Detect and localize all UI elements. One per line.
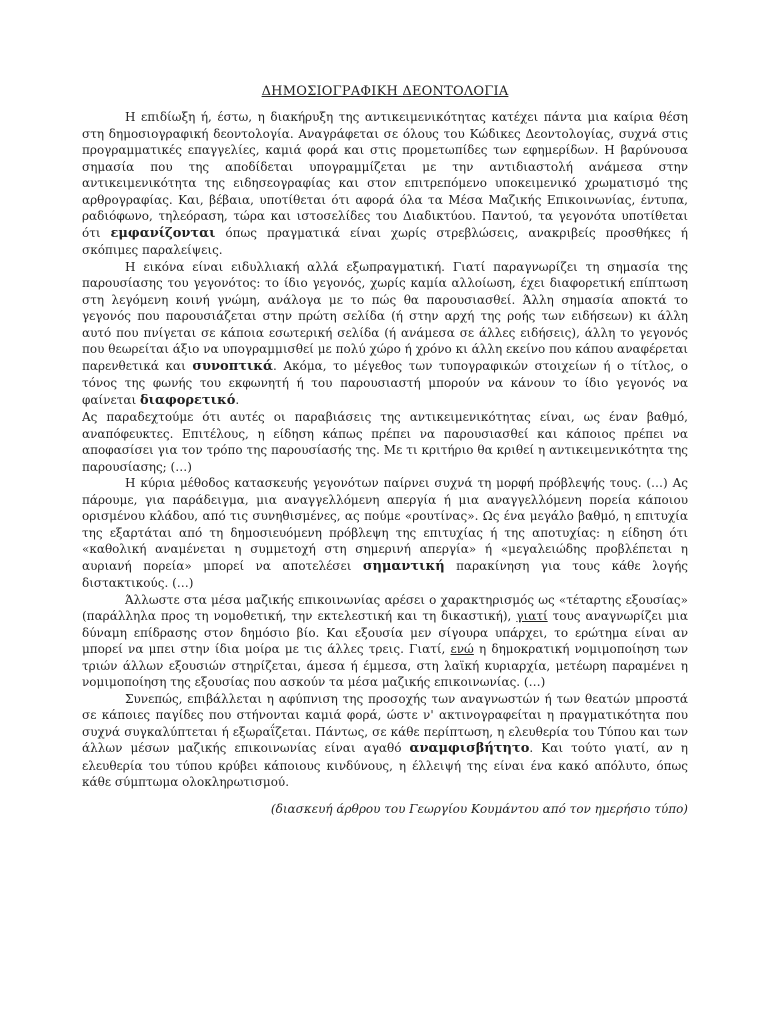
paragraph-5-text-e: η δημοκρατική νομιμοποίηση των τριών άλλων εξουσιών στηρίζεται, άμεσα ή έμμεσα, στη λαϊκή κυριαρχία, μετέωρη παραμένει η νομιμοποίηση της εξουσίας που ασκούν τα μέσα μαζικής επικοινωνίας. (…) bbox=[82, 642, 688, 689]
paragraph-2 bbox=[82, 259, 688, 410]
emphasis-simantiki: σημαντική bbox=[362, 558, 445, 574]
underlined-giati: γιατί bbox=[516, 609, 548, 623]
emphasis-anamfisvitito: αναμφισβήτητο bbox=[409, 741, 530, 756]
paragraph-6 bbox=[82, 691, 688, 791]
paragraph-2-text-c: . Ακόμα, το μέγεθος των τυπογραφικών στοιχείων ή ο τίτλος, ο τόνος της φωνής του εκφωνητή ή του παρουσιαστή μπορούν να κάνουν το ίδιο γεγονός να φαίνεται bbox=[82, 358, 688, 407]
document-title: ΔΗΜΟΣΙΟΓΡΑΦΙΚΗ ΔΕΟΝΤΟΛΟΓΙΑ bbox=[261, 84, 509, 99]
paragraph-6-text-c: . Και τούτο γιατί, αν η ελευθερία του τύπου κρύβει κάποιους κινδύνους, η έλλειψή της είναι ένα κακό απόλυτο, όπως κάθε σύμπτωμα ολοκληρωτισμού. bbox=[82, 741, 688, 789]
underlined-eno: ενώ bbox=[450, 642, 474, 656]
emphasis-synoptika: συνοπτικά bbox=[192, 358, 274, 374]
paragraph-2-text-a: Η εικόνα είναι ειδυλλιακή αλλά εξωπραγματική. Γιατί παραγνωρίζει τη σημασία της παρουσίασης του γεγονότος: το ίδιο γεγονός, χωρίς καμία αλλοίωση, έχει διαφορετική επίπτωση στη λεγόμενη κοινή γνώμη, ανάλογα με το πώς θα παρουσιασθεί. Άλλη σημασία αποκτά το γεγονός που παρουσιάζεται στην πρώτη σελίδα (ή στην αρχή της ροής των ειδήσεων) κι άλλη αυτό που πνίγεται σε κάποια εσωτερική σελίδα (ή ανάμεσα σε άλλες ειδήσεις), άλλη το γεγονός που θεωρείται άξιο να υπογραμμισθεί με πολύ χώρο ή χρόνο κι άλλη εκείνο που κάπου αναφέρεται παρενθετικά και bbox=[82, 259, 688, 373]
paragraph-5-text-a: Άλλωστε στα μέσα μαζικής επικοινωνίας αρέσει ο χαρακτηρισμός ως «τέταρτης εξουσίας» (παράλληλα προς τη νομοθετική, την εκτελεστική και τη δικαστική), bbox=[82, 592, 688, 623]
paragraph-6-text-a: Συνεπώς, επιβάλλεται η αφύπνιση της προσοχής των αναγνωστών ή των θεατών μπροστά σε κάποιες παγίδες που στήνονται καμιά φορά, ώστε ν' ακτινογραφείται η πραγματικότητα που συχνά συγκαλύπτεται ή εξωραΐζεται. Πάντως, σε κάθε περίπτωση, η ελευθερία του Τύπου και των άλλων μέσων μαζικής επικοινωνίας είναι αγαθό bbox=[82, 691, 688, 755]
document-body bbox=[82, 80, 688, 817]
emphasis-emfanizontai: εμφανίζονται bbox=[110, 225, 216, 241]
paragraph-1-text-a: Η επιδίωξη ή, έστω, η διακήρυξη της αντικειμενικότητας κατέχει πάντα μια καίρια θέση στη δημοσιογραφική δεοντολογία. Αναγράφεται σε όλους του Κώδικες Δεοντολογίας, συχνά στις προγραμματικές επαγγελίες, καμιά φορά και στις προμετωπίδες των εφημερίδων. Η βαρύνουσα σημασία που της αποδίδεται υπογραμμίζεται με την αντιδιαστολή ανάμεσα στην αντικειμενικότητα της ειδησεογραφίας και στον επιτρεπόμενο υποκειμενικό χρωματισμό της αρθρογραφίας. Και, βέβαια, υποτίθεται ότι αφορά όλα τα Μέσα Μαζικής Επικοινωνίας, έντυπα, ραδιόφωνο, τηλεόραση, τώρα και ιστοσελίδες του Διαδικτύου. Παντού, τα γεγονότα υποτίθεται ότι bbox=[82, 110, 688, 240]
paragraph-5 bbox=[82, 592, 688, 691]
paragraph-1 bbox=[82, 109, 688, 259]
paragraph-5-text-c: τους αναγνωρίζει μια δύναμη επίδρασης στον δημόσιο βίο. Και εξουσία μεν σίγουρα υπάρχει, το ερώτημα είναι αν μπορεί να μπει στην ίδια μοίρα με τις άλλες τρεις. Γιατί, bbox=[82, 609, 689, 656]
source-attribution: (διασκευή άρθρου του Γεωργίου Κουμάντου από τον ημερήσιο τύπο) bbox=[270, 801, 688, 816]
paragraph-2-text-e: . bbox=[235, 392, 240, 407]
paragraph-4-text-c: παρακίνηση για τους κάθε λογής διστακτικούς. (…) bbox=[82, 558, 688, 590]
paragraph-4 bbox=[82, 475, 688, 592]
paragraph-1-text-c: όπως πραγματικά είναι χωρίς στρεβλώσεις, ανακριβείς προσθήκες ή σκόπιμες παραλείψεις. bbox=[82, 225, 688, 257]
emphasis-diaforetiko: διαφορετικό bbox=[139, 392, 236, 408]
paragraph-3: Ας παραδεχτούμε ότι αυτές οι παραβιάσεις της αντικειμενικότητας είναι, ως έναν βαθμό, αναπόφευκτες. Επιτέλους, η είδηση κάπως πρέπει να παρουσιασθεί και κάποιος πρέπει να αποφασίσει για τον τρόπο της παρουσίασής της. Με τι κριτήριο θα κριθεί η αντικειμενικότητα της παρουσίασης; (…) bbox=[82, 410, 688, 474]
paragraph-4-text-a: Η κύρια μέθοδος κατασκευής γεγονότων παίρνει συχνά τη μορφή πρόβλεψής τους. (…) Ας πάρουμε, για παράδειγμα, μια αναγγελλόμενη απεργία ή μια αναγγελλόμενη πορεία κάποιου ορισμένου κλάδου, από τις συνηθισμένες, ας πούμε «ρουτίνας». Ως ένα μεγάλο βαθμό, η επιτυχία της εξαρτάται από τη δημοσιευόμενη πρόβλεψη της επιτυχίας ή της αποτυχίας: η είδηση ότι «καθολική αναμένεται η συμμετοχή στη σημερινή απεργία» ή «μεγαλειώδης προβλέπεται η αυριανή πορεία» μπορεί να αποτελέσει bbox=[82, 476, 688, 573]
